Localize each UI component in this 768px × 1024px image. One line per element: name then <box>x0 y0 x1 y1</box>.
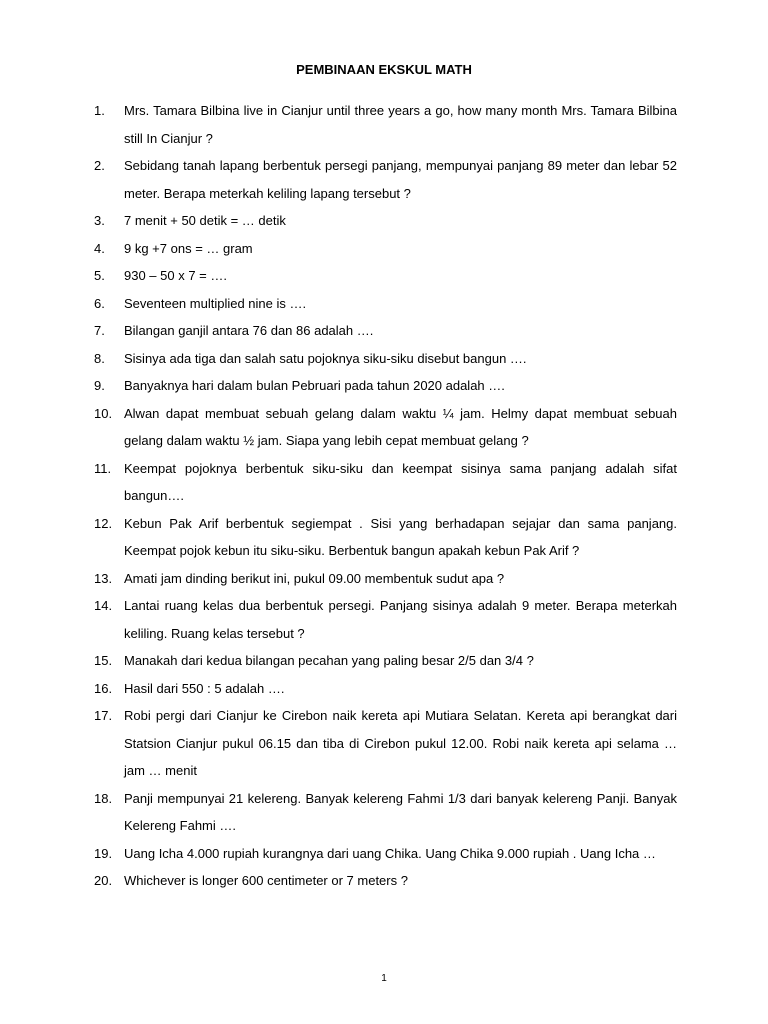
document-title: PEMBINAAN EKSKUL MATH <box>296 62 472 77</box>
question-item <box>0 290 768 318</box>
question-item <box>0 510 768 565</box>
question-item <box>0 867 768 895</box>
question-number: 8. <box>94 350 105 366</box>
question-text: Hasil dari 550 : 5 adalah …. <box>124 680 285 696</box>
question-item <box>0 317 768 345</box>
question-item <box>0 840 768 868</box>
question-text: Sisinya ada tiga dan salah satu pojoknya siku-siku disebut bangun …. <box>124 350 527 366</box>
question-text: Banyaknya hari dalam bulan Pebruari pada tahun 2020 adalah …. <box>124 378 505 393</box>
question-number: 17. <box>94 708 113 723</box>
question-text: Alwan dapat membuat sebuah gelang dalam waktu ¼ jam. Helmy dapat membuat sebuah gelang dalam waktu ½ jam. Siapa yang lebih cepat membuat gelang ? <box>124 405 677 448</box>
question-number: 14. <box>94 598 113 613</box>
question-text: Uang Icha 4.000 rupiah kurangnya dari uang Chika. Uang Chika 9.000 rupiah . Uang Icha … <box>124 845 656 861</box>
question-item <box>0 207 768 235</box>
question-item <box>0 97 768 152</box>
question-text: Mrs. Tamara Bilbina live in Cianjur until three years a go, how many month Mrs. Tamara Bilbina still In Cianjur ? <box>124 103 677 146</box>
question-item <box>0 372 768 400</box>
question-number: 15. <box>94 653 113 668</box>
question-number: 7. <box>94 323 105 338</box>
question-number: 1. <box>94 103 105 118</box>
question-item <box>0 400 768 455</box>
question-list <box>0 97 768 895</box>
page-number: 1 <box>381 973 387 984</box>
question-text: Kebun Pak Arif berbentuk segiempat . Sisi yang berhadapan sejajar dan sama panjang. Keempat pojok kebun itu siku-siku. Berbentuk bangun apakah kebun Pak Arif ? <box>124 515 677 558</box>
question-item <box>0 345 768 373</box>
question-text: 930 – 50 x 7 = …. <box>124 268 227 283</box>
question-item <box>0 675 768 703</box>
question-number: 4. <box>94 240 105 256</box>
question-item <box>0 647 768 675</box>
question-text: 7 menit + 50 detik = … detik <box>124 213 286 228</box>
question-number: 12. <box>94 515 113 531</box>
question-item <box>0 235 768 263</box>
question-number: 11. <box>94 460 112 476</box>
question-text: Lantai ruang kelas dua berbentuk persegi. Panjang sisinya adalah 9 meter. Berapa meterkah keliling. Ruang kelas tersebut ? <box>124 598 677 641</box>
question-text: Seventeen multiplied nine is …. <box>124 295 307 311</box>
question-number: 2. <box>94 158 105 173</box>
question-number: 9. <box>94 378 105 393</box>
question-item <box>0 152 768 207</box>
question-item <box>0 565 768 593</box>
question-item <box>0 592 768 647</box>
question-number: 10. <box>94 405 113 421</box>
question-text: Robi pergi dari Cianjur ke Cirebon naik kereta api Mutiara Selatan. Kereta api berangkat dari Statsion Cianjur pukul 06.15 dan tiba di Cirebon pukul 12.00. Robi naik kereta api selama … jam … menit <box>124 708 677 778</box>
question-number: 5. <box>94 268 105 283</box>
question-number: 6. <box>94 295 105 311</box>
question-number: 16. <box>94 680 113 696</box>
question-text: Amati jam dinding berikut ini, pukul 09.00 membentuk sudut apa ? <box>124 570 505 586</box>
question-text: 9 kg +7 ons = … gram <box>124 240 253 256</box>
question-item <box>0 702 768 785</box>
question-number: 3. <box>94 213 105 228</box>
question-text: Manakah dari kedua bilangan pecahan yang paling besar 2/5 dan 3/4 ? <box>124 653 534 668</box>
question-item <box>0 455 768 510</box>
question-number: 19. <box>94 845 113 861</box>
question-text: Sebidang tanah lapang berbentuk persegi panjang, mempunyai panjang 89 meter dan lebar 52 meter. Berapa meterkah keliling lapang tersebut ? <box>124 158 677 201</box>
question-number: 18. <box>94 790 113 806</box>
question-number: 20. <box>94 873 113 888</box>
question-text: Panji mempunyai 21 kelereng. Banyak kelereng Fahmi 1/3 dari banyak kelereng Panji. Banyak Kelereng Fahmi …. <box>124 790 677 833</box>
question-number: 13. <box>94 570 113 586</box>
question-text: Bilangan ganjil antara 76 dan 86 adalah …. <box>124 323 374 338</box>
question-item <box>0 262 768 290</box>
question-text: Keempat pojoknya berbentuk siku-siku dan keempat sisinya sama panjang adalah sifat bangun…. <box>124 460 677 503</box>
question-item <box>0 785 768 840</box>
question-text: Whichever is longer 600 centimeter or 7 meters ? <box>124 873 408 888</box>
